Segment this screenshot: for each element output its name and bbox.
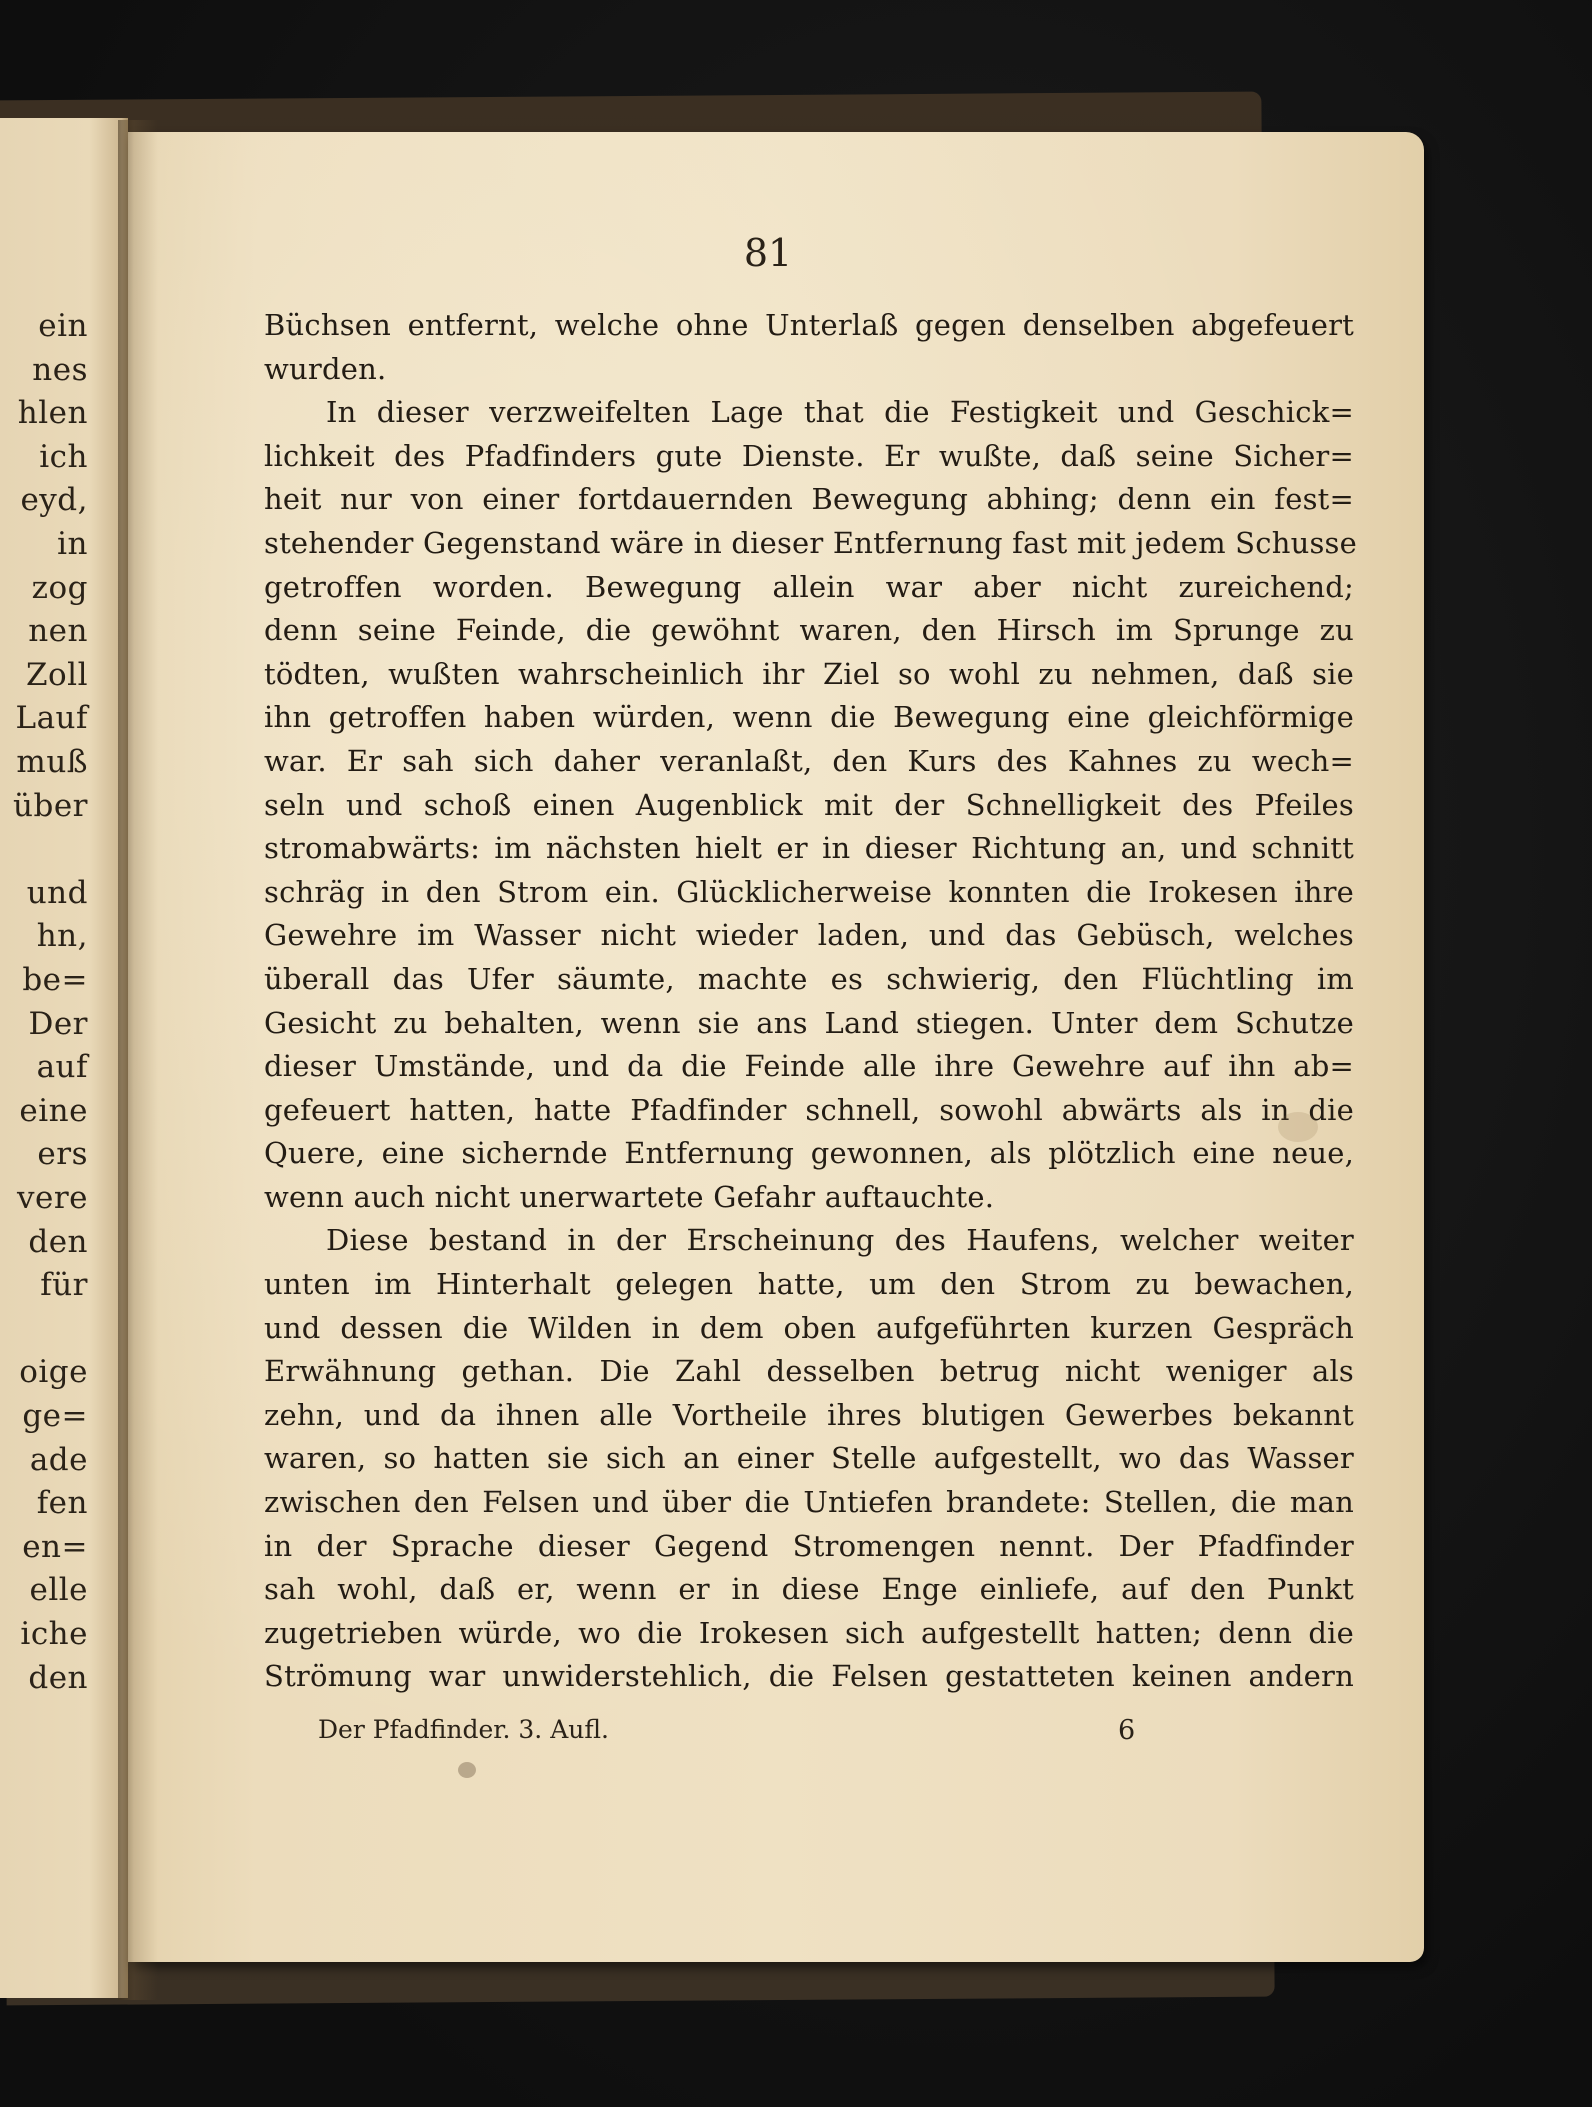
text-line: heit nur von einer fortdauernden Bewegung abhing; denn ein fest= bbox=[264, 482, 1354, 517]
left-page-text-fragment: muß bbox=[16, 744, 88, 780]
left-page-text-fragment: ich bbox=[39, 438, 88, 475]
left-page-text-fragment: auf bbox=[36, 1049, 88, 1086]
left-page-text-fragment: Der bbox=[28, 1005, 88, 1042]
text-line: war. Er sah sich daher veranlaßt, den Kurs des Kahnes zu wech= bbox=[264, 743, 1354, 778]
left-page-text-fragment: zog bbox=[31, 569, 88, 606]
left-page-text-fragment: be= bbox=[22, 962, 88, 998]
text-line: In dieser verzweifelten Lage that die Festigkeit und Geschick= bbox=[326, 395, 1354, 430]
text-line: Diese bestand in der Erscheinung des Haufens, welcher weiter bbox=[326, 1223, 1354, 1258]
text-line: Erwähnung gethan. Die Zahl desselben betrug nicht weniger als bbox=[264, 1354, 1354, 1389]
page-footer bbox=[318, 1715, 1218, 1755]
text-line: sah wohl, daß er, wenn er in diese Enge einliefe, auf den Punkt bbox=[264, 1572, 1354, 1607]
left-page-text-fragment: nes bbox=[32, 351, 88, 388]
paper-stain bbox=[458, 1762, 476, 1778]
text-line: tödten, wußten wahrscheinlich ihr Ziel so wohl zu nehmen, daß sie bbox=[264, 656, 1354, 691]
text-line: wenn auch nicht unerwartete Gefahr auftauchte. bbox=[264, 1179, 995, 1214]
left-page-text-fragment: den bbox=[28, 1659, 88, 1696]
text-line: zehn, und da ihnen alle Vortheile ihres blutigen Gewerbes bekannt bbox=[264, 1397, 1354, 1432]
left-page-text-fragment: elle bbox=[29, 1572, 88, 1609]
left-page-text-fragment: hlen bbox=[17, 395, 88, 432]
text-line: getroffen worden. Bewegung allein war aber nicht zureichend; bbox=[264, 569, 1354, 604]
left-page-text-fragment: und bbox=[26, 874, 88, 911]
text-line: stromabwärts: im nächsten hielt er in dieser Richtung an, und schnitt bbox=[264, 831, 1354, 866]
left-page-text-fragment: fen bbox=[36, 1485, 88, 1522]
text-line: Quere, eine sichernde Entfernung gewonnen, als plötzlich eine neue, bbox=[264, 1136, 1354, 1171]
left-page-text-fragment: den bbox=[28, 1223, 88, 1260]
text-line: stehender Gegenstand wäre in dieser Entfernung fast mit jedem Schusse bbox=[264, 525, 1357, 560]
paper-stain bbox=[1278, 1112, 1318, 1142]
right-page bbox=[128, 132, 1424, 1962]
text-line: waren, so hatten sie sich an einer Stelle aufgestellt, wo das Wasser bbox=[264, 1441, 1354, 1476]
left-page-text-fragment: en= bbox=[22, 1528, 88, 1565]
left-page-text-fragment: iche bbox=[20, 1616, 88, 1652]
left-page-text-fragment: über bbox=[13, 787, 88, 824]
text-line: wurden. bbox=[264, 351, 387, 386]
left-page-text-fragment: Lauf bbox=[15, 700, 88, 737]
text-line: überall das Ufer säumte, machte es schwierig, den Flüchtling im bbox=[264, 961, 1354, 996]
text-line: zwischen den Felsen und über die Untiefen brandete: Stellen, die man bbox=[264, 1485, 1354, 1520]
text-line: zugetrieben würde, wo die Irokesen sich aufgestellt hatten; denn die bbox=[264, 1615, 1354, 1650]
left-page-text-fragment: oige bbox=[19, 1354, 88, 1391]
left-page bbox=[0, 118, 128, 1998]
text-line: lichkeit des Pfadfinders gute Dienste. Er wußte, daß seine Sicher= bbox=[264, 438, 1354, 473]
text-line: dieser Umstände, und da die Feinde alle ihre Gewehre auf ihn ab= bbox=[264, 1049, 1354, 1084]
left-page-text-fragment: ade bbox=[29, 1441, 88, 1478]
left-page-text-fragment: für bbox=[40, 1267, 88, 1304]
text-line: ihn getroffen haben würden, wenn die Bewegung eine gleichförmige bbox=[264, 700, 1354, 735]
text-line: schräg in den Strom ein. Glücklicherweise konnten die Irokesen ihre bbox=[264, 874, 1354, 909]
text-line: denn seine Feinde, die gewöhnt waren, den Hirsch im Sprunge zu bbox=[264, 613, 1354, 648]
text-line: Gesicht zu behalten, wenn sie ans Land stiegen. Unter dem Schutze bbox=[264, 1005, 1354, 1040]
left-page-text-fragment: vere bbox=[16, 1180, 88, 1216]
text-line: und dessen die Wilden in dem oben aufgeführten kurzen Gespräch bbox=[264, 1310, 1354, 1345]
page-number: 81 bbox=[743, 231, 793, 275]
text-line: in der Sprache dieser Gegend Stromengen nennt. Der Pfadfinder bbox=[264, 1528, 1354, 1563]
left-page-text-fragment: ge= bbox=[22, 1398, 88, 1434]
text-line: Strömung war unwiderstehlich, die Felsen gestatteten keinen andern bbox=[264, 1659, 1354, 1694]
left-page-text-fragment: hn, bbox=[36, 918, 88, 955]
left-page-text-fragment: ein bbox=[38, 308, 88, 344]
text-line: gefeuert hatten, hatte Pfadfinder schnell, sowohl abwärts als in die bbox=[264, 1092, 1354, 1127]
text-line: seln und schoß einen Augenblick mit der Schnelligkeit des Pfeiles bbox=[264, 787, 1354, 822]
text-line: Büchsen entfernt, welche ohne Unterlaß gegen denselben abgefeuert bbox=[264, 308, 1354, 342]
text-line: Gewehre im Wasser nicht wieder laden, und das Gebüsch, welches bbox=[264, 918, 1354, 953]
left-page-text-fragment: ers bbox=[37, 1136, 88, 1173]
left-page-text-fragment: in bbox=[57, 526, 88, 562]
left-page-text-fragment: eyd, bbox=[20, 482, 88, 519]
page-body-text bbox=[264, 304, 1357, 1699]
text-line: unten im Hinterhalt gelegen hatte, um den Strom zu bewachen, bbox=[264, 1267, 1354, 1302]
left-page-text-fragment: eine bbox=[19, 1092, 88, 1129]
footer-signature: Der Pfadfinder. 3. Aufl. bbox=[318, 1715, 609, 1744]
book-gutter-shadow bbox=[118, 120, 158, 2000]
footer-sheet-number: 6 bbox=[1118, 1715, 1136, 1746]
left-page-text-fragment: nen bbox=[28, 613, 88, 650]
left-page-text-fragment: Zoll bbox=[25, 656, 88, 693]
